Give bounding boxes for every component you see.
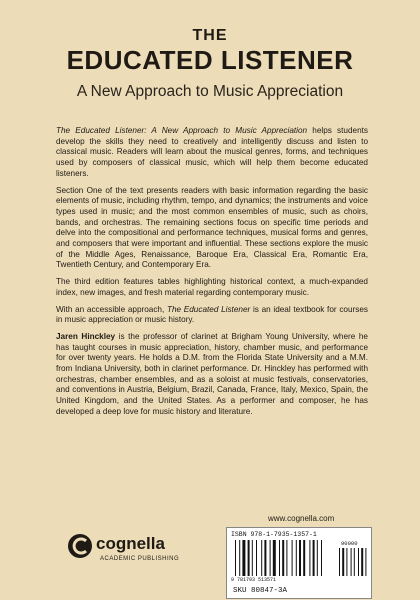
isbn-text: ISBN 978-1-7935-1357-1 xyxy=(231,531,317,538)
barcode-digits: 9 781793 513571 xyxy=(231,577,277,583)
sku-label xyxy=(226,585,372,599)
bio-text: is the professor of clarinet at Brigham Young University, where he has taught courses in music appreciation, history, chamber music, and performance for over twenty years. He holds a D.M. from the Florida State University and a M.M. from Indiana University, both in clarinet performance. Dr. Hinckley has performed with orchestras, chamber ensembles, and as a soloist at music festivals, conservatories, and conventions in Austria, Belgium, Brazil, Canada, France, Italy, Mexico, Spain, the United Kingdom, and the United States. As a performer and composer, he has developed a deep love for music history and literature. xyxy=(56,331,368,416)
description-paragraph-3: The third edition features tables highlighting historical context, a much-expanded index, new images, and fresh material regarding contemporary music. xyxy=(56,277,368,297)
book-title: EDUCATED LISTENER xyxy=(66,45,354,75)
isbn-barcode xyxy=(226,527,372,586)
p1-text: helps students develop the skills they need to creatively and intelligently discuss and listen to classical music. Readers will learn about the musical genres, forms, and techniques used by composers of classical music, which will help them become educated listeners. xyxy=(56,126,368,178)
publisher-subtitle: ACADEMIC PUBLISHING xyxy=(100,556,180,562)
barcode-addon-number: 90000 xyxy=(341,540,358,547)
p4-start: With an accessible approach, xyxy=(56,304,167,314)
title-article: THE xyxy=(192,27,228,44)
p4-title-italic: The Educated Listener xyxy=(166,304,251,314)
author-bio xyxy=(56,332,368,418)
back-cover-description xyxy=(56,126,368,424)
author-name: Jaren Hinckley xyxy=(56,331,116,341)
book-title-italic: The Educated Listener: A New Approach to Music Appreciation xyxy=(56,126,308,135)
cover-header xyxy=(0,0,420,108)
book-subtitle: A New Approach to Music Appreciation xyxy=(76,83,344,100)
cognella-logo-icon xyxy=(66,532,94,560)
description-paragraph-4 xyxy=(56,305,368,326)
sku-text: SKU 80847-3A xyxy=(233,587,288,595)
description-paragraph-2: Section One of the text presents readers with basic information regarding the basic elements of music, including rhythm, tempo, and dynamics; the instruments and voice types used in music; and the most common ensembles of music, such as choirs, bands, and orchestras. The remaining sections focus on specific time periods and delve into the compositional and performance techniques, musical forms and genres, and composers that were important and influential. These sections explore the music of the Middle Ages, Renaissance, Baroque Era, Classical Era, Romantic Era, Twentieth Century, and Contemporary Era. xyxy=(56,185,368,270)
publisher-name: cognella xyxy=(96,534,165,553)
publisher-logo xyxy=(66,532,206,572)
p4-end: is an ideal textbook for courses in music appreciation or music history. xyxy=(56,304,368,325)
publisher-url: www.cognella.com xyxy=(268,514,335,523)
description-paragraph-1 xyxy=(56,126,368,180)
